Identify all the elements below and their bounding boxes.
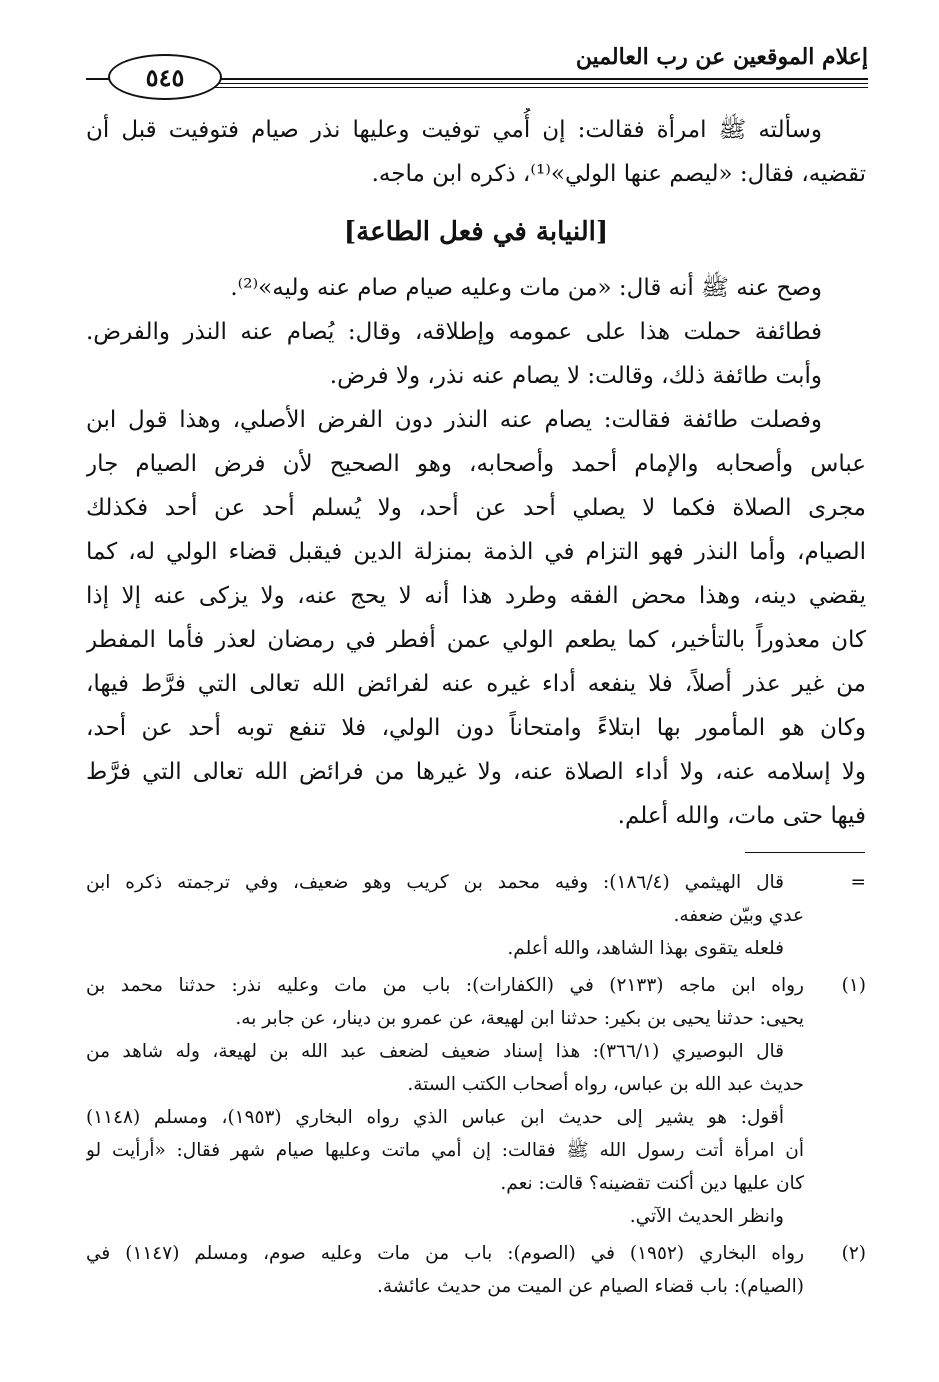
text-line: تقضيه، فقال: «ليصم عنها الولي»⁽¹⁾، ذكره ابن ماجه.	[371, 161, 866, 187]
text-line: وصح عنه ﷺ أنه قال: «من مات وعليه صيام صام عنه وليه»⁽²⁾.	[230, 275, 822, 301]
footnote-line: (الصيام): باب قضاء الصيام عن الميت من حديث عائشة.	[376, 1276, 804, 1297]
footnote-line: كان عليها دين أكنت تقضينه؟ قالت: نعم.	[500, 1173, 804, 1194]
header-rule	[196, 87, 868, 88]
footnote-1	[86, 969, 866, 1233]
footnote-line: أن امرأة أتت رسول الله ﷺ فقالت: إن أمي ماتت وعليها صيام شهر فقال: «أرأيت لو	[86, 1140, 804, 1161]
footnote-line: أقول: هو يشير إلى حديث ابن عباس الذي رواه البخاري (١٩٥٣)، ومسلم (١١٤٨)	[86, 1107, 785, 1128]
section-heading: [النيابة في فعل الطاعة]	[343, 217, 609, 247]
text-line: وأبت طائفة ذلك، وقالت: لا يصام عنه نذر، ولا فرض.	[329, 363, 822, 389]
text-line: فطائفة حملت هذا على عمومه وإطلاقه، وقال: يُصام عنه النذر والفرض.	[86, 319, 822, 345]
footnote-line: وانظر الحديث الآتي.	[629, 1206, 784, 1227]
footnote-line: رواه البخاري (١٩٥٢) في (الصوم): باب من مات وعليه صوم، ومسلم (١١٤٧) في	[86, 1243, 804, 1264]
page-number: ٥٤٥	[145, 62, 185, 92]
footnote-line: يحيى: حدثنا يحيى بن بكير: حدثنا ابن لهيعة، عن عمرو بن دينار، عن جابر به.	[235, 1008, 804, 1029]
text-line: ولا إسلامه عنه، ولا أداء الصلاة عنه، ولا غيرها من فرائض الله تعالى التي فرَّط	[86, 759, 866, 785]
text-line: وسألته ﷺ امرأة فقالت: إن أُمي توفيت وعليها نذر صيام فتوفيت قبل أن	[86, 117, 822, 143]
main-text	[86, 108, 866, 838]
footnote-line: حديث عبد الله بن عباس، رواه أصحاب الكتب الستة.	[407, 1074, 804, 1095]
footnote-marker: (١)	[841, 975, 866, 996]
footnote-line: قال الهيثمي (١٨٦/٤): وفيه محمد بن كريب وهو ضعيف، وفي ترجمته ذكره ابن	[86, 872, 784, 893]
book-title: إعلام الموقعين عن رب العالمين	[575, 44, 868, 70]
footnote-line: عدي وبيّن ضعفه.	[673, 905, 804, 926]
footnote-2	[86, 1237, 866, 1303]
text-line: وكان هو المأمور بها ابتلاءً وامتحاناً دون الولي، فلا تنفع توبه أحد عن أحد،	[86, 715, 866, 741]
text-line: من غير عذر أصلاً، فلا ينفعه أداء غيره عنه لفرائض الله تعالى التي فرَّط فيها،	[86, 671, 866, 697]
header-rule	[196, 78, 868, 80]
text-line: يقضي دينه، وهذا محض الفقه وطرد هذا أنه لا يحج عنه، ولا يزكى عنه إلا إذا	[86, 583, 866, 609]
footnote-marker: (٢)	[841, 1243, 866, 1264]
header-rule	[196, 83, 868, 84]
footnote-separator	[745, 852, 865, 853]
page-number-badge	[108, 54, 222, 100]
text-line: عباس وأصحابه والإمام أحمد وأصحابه، وهو الصحيح لأن فرض الصيام جار	[86, 451, 866, 477]
text-line: الصيام، وأما النذر فهو التزام في الذمة بمنزلة الدين فيقبل قضاء الولي له، كما	[86, 539, 866, 565]
text-line: كان معذوراً بالتأخير، كما يطعم الولي عمن أفطر في رمضان لعذر فأما المفطر	[86, 627, 866, 653]
running-header	[86, 40, 868, 102]
footnote-marker: =	[850, 872, 866, 893]
footnote-line: رواه ابن ماجه (٢١٣٣) في (الكفارات): باب من مات وعليه نذر: حدثنا محمد بن	[86, 975, 804, 996]
footnote-line: قال البوصيري (٣٦٦/١): هذا إسناد ضعيف لضعف عبد الله بن لهيعة، وله شاهد من	[86, 1041, 784, 1062]
footnotes	[86, 866, 866, 1303]
text-line: وفصلت طائفة فقالت: يصام عنه النذر دون الفرض الأصلي، وهذا قول ابن	[86, 407, 822, 433]
footnote-line: فلعله يتقوى بهذا الشاهد، والله أعلم.	[507, 938, 784, 959]
text-line: مجرى الصلاة فكما لا يصلي أحد عن أحد، ولا يُسلم أحد عن أحد فكذلك	[86, 495, 866, 521]
text-line: فيها حتى مات، والله أعلم.	[617, 803, 866, 829]
footnote-continuation	[86, 866, 866, 965]
